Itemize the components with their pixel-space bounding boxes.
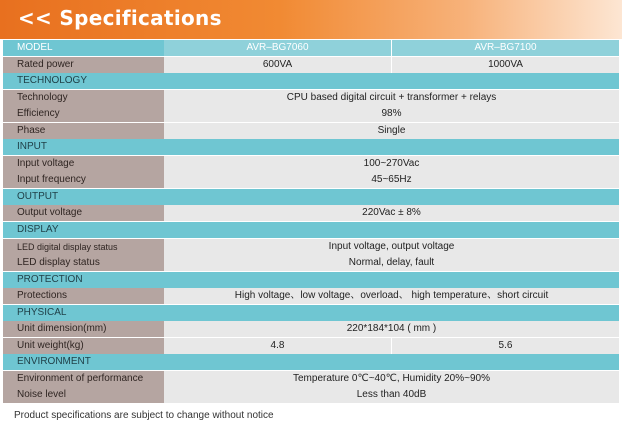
- row-value: 1000VA: [391, 57, 619, 73]
- section-label: INPUT: [17, 141, 47, 153]
- row-value: 98%: [164, 106, 619, 122]
- row-label: Input voltage: [3, 156, 164, 172]
- table-row: [3, 255, 619, 271]
- row-value: 220*184*104 ( mm ): [164, 321, 619, 337]
- row-label: Efficiency: [3, 106, 164, 122]
- table-row: [3, 239, 619, 255]
- row-value: Input voltage, output voltage: [164, 239, 619, 255]
- section-header-display: [3, 222, 619, 238]
- row-label: Input frequency: [3, 172, 164, 188]
- model-name-2: AVR–BG7100: [391, 40, 619, 56]
- section-header-environment: [3, 354, 619, 370]
- row-value: 220Vac ± 8%: [164, 205, 619, 221]
- spec-table: [3, 40, 619, 404]
- row-label: Phase: [3, 123, 164, 139]
- model-name-1: AVR–BG7060: [164, 40, 391, 56]
- table-row: [3, 57, 619, 73]
- page-title: << Specifications: [18, 6, 222, 30]
- row-value: 100~270Vac: [164, 156, 619, 172]
- model-header-row: [3, 40, 619, 56]
- row-value: High voltage、low voltage、overload、 high temperature、short circuit: [164, 288, 619, 304]
- table-row: [3, 156, 619, 172]
- row-value: CPU based digital circuit + transformer + relays: [164, 90, 619, 106]
- row-value: 600VA: [164, 57, 391, 73]
- table-row: [3, 321, 619, 337]
- section-header-physical: [3, 305, 619, 321]
- row-label: Rated power: [3, 57, 164, 73]
- table-row: [3, 172, 619, 188]
- row-value: Temperature 0℃~40℃, Humidity 20%~90%: [164, 371, 619, 387]
- table-row: [3, 338, 619, 354]
- section-header-output: [3, 189, 619, 205]
- table-row: [3, 90, 619, 106]
- table-row: [3, 371, 619, 387]
- row-label: Environment of performance: [3, 371, 164, 387]
- row-value: Normal, delay, fault: [164, 255, 619, 271]
- footnote: Product specifications are subject to change without notice: [14, 410, 274, 421]
- table-row: [3, 288, 619, 304]
- row-label: LED digital display status: [3, 239, 164, 255]
- section-label: PROTECTION: [17, 273, 83, 285]
- table-row: [3, 205, 619, 221]
- row-value: 5.6: [391, 338, 619, 354]
- row-label: Unit dimension(mm): [3, 321, 164, 337]
- row-value: 4.8: [164, 338, 391, 354]
- section-label: OUTPUT: [17, 190, 59, 202]
- table-row: [3, 123, 619, 139]
- row-value: Single: [164, 123, 619, 139]
- model-label: MODEL: [3, 40, 164, 56]
- table-row: [3, 387, 619, 403]
- section-label: PHYSICAL: [17, 306, 67, 318]
- row-label: Unit weight(kg): [3, 338, 164, 354]
- section-label: ENVIRONMENT: [17, 356, 91, 368]
- row-value: Less than 40dB: [164, 387, 619, 403]
- row-label: Technology: [3, 90, 164, 106]
- table-row: [3, 106, 619, 122]
- section-label: TECHNOLOGY: [17, 75, 88, 87]
- section-header-protection: [3, 272, 619, 288]
- row-value: 45~65Hz: [164, 172, 619, 188]
- row-label: LED display status: [3, 255, 164, 271]
- title-banner: [0, 0, 622, 39]
- section-header-technology: [3, 73, 619, 89]
- row-label: Noise level: [3, 387, 164, 403]
- row-label: Protections: [3, 288, 164, 304]
- section-header-input: [3, 139, 619, 155]
- section-label: DISPLAY: [17, 224, 59, 236]
- row-label: Output voltage: [3, 205, 164, 221]
